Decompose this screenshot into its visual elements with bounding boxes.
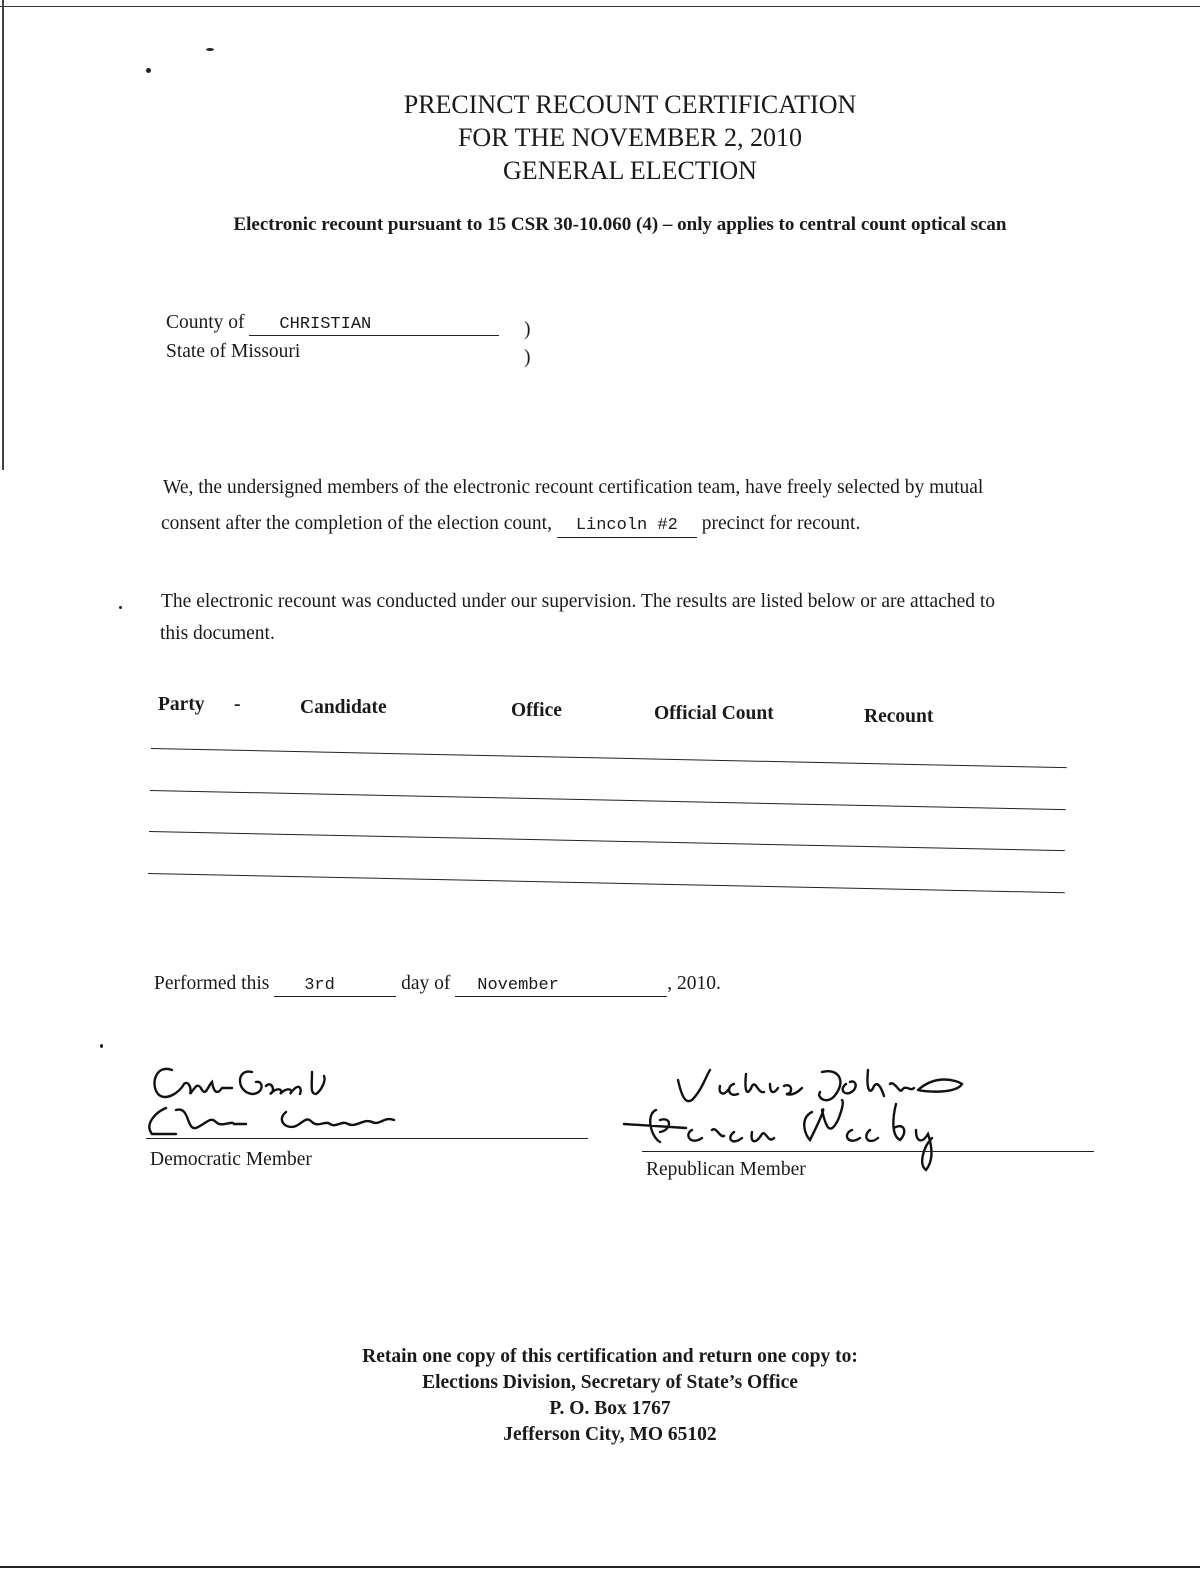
footer-line-2: Elections Division, Secretary of State’s Office	[422, 1372, 798, 1393]
signature-lisa-russell	[149, 1108, 394, 1134]
footer-line-3: P. O. Box 1767	[549, 1398, 671, 1419]
header-candidate: Candidate	[300, 697, 387, 718]
paragraph-1-line-2	[161, 506, 860, 542]
document-subtitle: Electronic recount pursuant to 15 CSR 30-10.060 (4) – only applies to central count optical scan	[233, 214, 1007, 235]
signature-vickie-johns	[678, 1070, 962, 1101]
table-row-line	[149, 831, 1065, 851]
year-suffix: , 2010.	[667, 973, 721, 994]
title-line-2: FOR THE NOVEMBER 2, 2010	[457, 123, 803, 152]
header-office: Office	[511, 700, 562, 721]
day-of-label: day of	[401, 973, 451, 994]
performed-label: Performed this	[154, 973, 270, 994]
paragraph-1-text: consent after the completion of the election count,	[161, 513, 552, 534]
footer-line-4: Jefferson City, MO 65102	[503, 1424, 717, 1445]
paragraph-1-end: precinct for recount.	[701, 513, 861, 534]
header-dash: -	[234, 694, 241, 715]
state-paren: )	[524, 347, 531, 368]
day-field	[274, 976, 396, 997]
table-row-line	[148, 873, 1065, 893]
day-value: 3rd	[304, 976, 335, 995]
county-field	[249, 315, 499, 336]
scan-speck	[146, 68, 151, 73]
scan-speck	[119, 606, 122, 609]
precinct-value: Lincoln #2	[575, 516, 678, 535]
footer-line-1: Retain one copy of this certification and return one copy to:	[362, 1346, 858, 1367]
header-party: Party	[158, 694, 205, 715]
header-recount: Recount	[864, 706, 934, 727]
paragraph-1-line-1: We, the undersigned members of the electronic recount certification team, have freely selected by mutual	[163, 477, 984, 498]
month-field	[455, 976, 667, 997]
header-official-count: Official Count	[654, 703, 774, 724]
paragraph-2-line-1: The electronic recount was conducted under our supervision. The results are listed below or are attached to	[161, 591, 996, 612]
month-value: November	[477, 976, 559, 995]
county-paren: )	[524, 319, 531, 340]
precinct-field	[557, 515, 697, 538]
paragraph-2-line-2: this document.	[160, 623, 275, 644]
scan-speck	[100, 1044, 103, 1048]
republican-member-label: Republican Member	[646, 1159, 806, 1180]
county-value: CHRISTIAN	[279, 315, 372, 334]
document-title	[280, 88, 980, 187]
return-instructions	[260, 1344, 960, 1448]
scan-speck	[206, 48, 214, 51]
table-row-line	[150, 790, 1066, 810]
title-line-1: PRECINCT RECOUNT CERTIFICATION	[403, 90, 857, 119]
performed-row	[154, 966, 721, 1002]
title-line-3: GENERAL ELECTION	[503, 156, 757, 185]
democratic-member-label: Democratic Member	[150, 1149, 312, 1170]
democratic-signature-line	[146, 1138, 588, 1139]
table-row-line	[151, 748, 1067, 768]
state-label: State of Missouri	[166, 341, 301, 362]
county-label: County of	[166, 312, 245, 333]
democratic-signature	[136, 1050, 426, 1150]
signature-carl-essick	[154, 1069, 324, 1097]
scan-top-edge	[0, 6, 1200, 7]
scan-left-edge	[2, 0, 4, 470]
scan-bottom-edge	[0, 1566, 1200, 1568]
